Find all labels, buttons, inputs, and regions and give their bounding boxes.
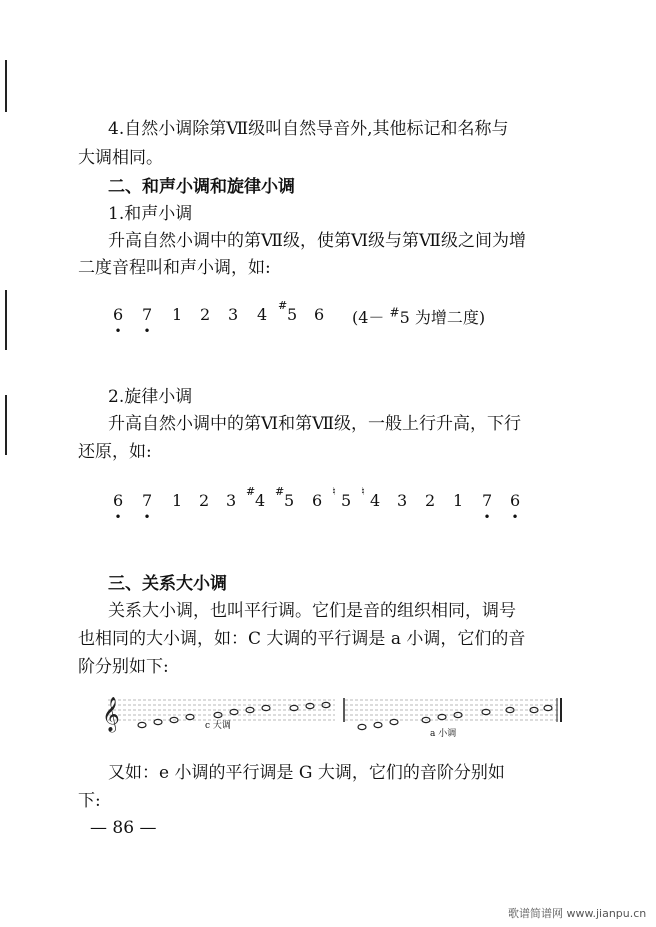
jianpu-note: 6 xyxy=(314,305,325,324)
section-3-heading: 三、关系大小调 xyxy=(108,574,227,594)
jianpu-note: 6 • xyxy=(510,491,521,524)
section-2-heading: 二、和声小调和旋律小调 xyxy=(108,177,295,197)
sharp-icon: # xyxy=(278,299,288,312)
subsection-1-text-line-1: 升高自然小调中的第Ⅶ级，使第Ⅵ级与第Ⅶ级之间为增 xyxy=(108,231,526,251)
jianpu-note: 7 • xyxy=(142,491,153,524)
subsection-2-text-line-2: 还原，如: xyxy=(78,442,152,462)
staff-label-a-minor: a 小调 xyxy=(430,729,457,739)
melodic-minor-notation xyxy=(0,485,656,527)
jianpu-note-sharp: # 5 xyxy=(278,299,298,324)
jianpu-note: 1 xyxy=(453,491,464,510)
jianpu-note: 6 xyxy=(312,491,323,510)
natural-icon: ♮ xyxy=(361,485,365,498)
sharp-icon: # xyxy=(389,305,400,320)
jianpu-note: 2 xyxy=(199,491,210,510)
section-3-text-line-1: 关系大小调，也叫平行调。它们是音的组织相同，调号 xyxy=(108,601,516,621)
section-3-text-line-2: 也相同的大小调，如：C 大调的平行调是 a 小调，它们的音 xyxy=(78,629,526,649)
scan-edge-mark-top xyxy=(5,60,7,112)
jianpu-note: 3 xyxy=(228,305,239,324)
subsection-2-text-line-1: 升高自然小调中的第Ⅵ和第Ⅶ级，一般上行升高，下行 xyxy=(108,414,522,434)
natural-icon: ♮ xyxy=(332,485,336,498)
subsection-1-text-line-2: 二度音程叫和声小调，如: xyxy=(78,258,271,278)
jianpu-note: 2 xyxy=(200,305,211,324)
example-2-text-line-2: 下: xyxy=(78,791,101,811)
jianpu-note: 6 • xyxy=(113,491,124,524)
subsection-1-title: 1.和声小调 xyxy=(108,204,193,224)
jianpu-note: 7 • xyxy=(142,305,153,338)
harmonic-minor-notation xyxy=(0,299,656,341)
jianpu-note-natural: ♮ 5 xyxy=(332,485,352,510)
scan-edge-mark-lower xyxy=(5,395,7,455)
jianpu-note: 3 xyxy=(226,491,237,510)
paragraph-4-line-1: 4.自然小调除第Ⅶ级叫自然导音外,其他标记和名称与 xyxy=(108,119,509,139)
page-number: — 86 — xyxy=(90,818,157,838)
jianpu-note: 2 xyxy=(425,491,436,510)
watermark: 歌谱简谱网 www.jianpu.cn xyxy=(508,907,647,920)
svg-text:𝄞: 𝄞 xyxy=(102,697,120,732)
jianpu-note: 1 xyxy=(172,491,183,510)
jianpu-note-sharp: # 5 xyxy=(275,485,295,510)
sharp-icon: # xyxy=(275,485,285,498)
subsection-2-title: 2.旋律小调 xyxy=(108,387,193,407)
harmonic-minor-annotation: (4－ #5 为增二度) xyxy=(352,305,486,327)
jianpu-note: 3 xyxy=(397,491,408,510)
section-3-text-line-3: 阶分别如下: xyxy=(78,657,169,677)
jianpu-note-natural: ♮ 4 xyxy=(361,485,381,510)
example-2-text-line-1: 又如：e 小调的平行调是 G 大调，它们的音阶分别如 xyxy=(108,763,505,783)
staff-label-c-major: c 大调 xyxy=(205,721,231,731)
jianpu-note: 7 • xyxy=(482,491,493,524)
jianpu-note: 1 xyxy=(172,305,183,324)
jianpu-note: 6 • xyxy=(113,305,124,338)
jianpu-note-sharp: # 4 xyxy=(246,485,266,510)
sharp-icon: # xyxy=(246,485,256,498)
staff-notation-scales xyxy=(100,692,570,742)
paragraph-4-line-2: 大调相同。 xyxy=(78,148,163,168)
jianpu-note: 4 xyxy=(257,305,268,324)
